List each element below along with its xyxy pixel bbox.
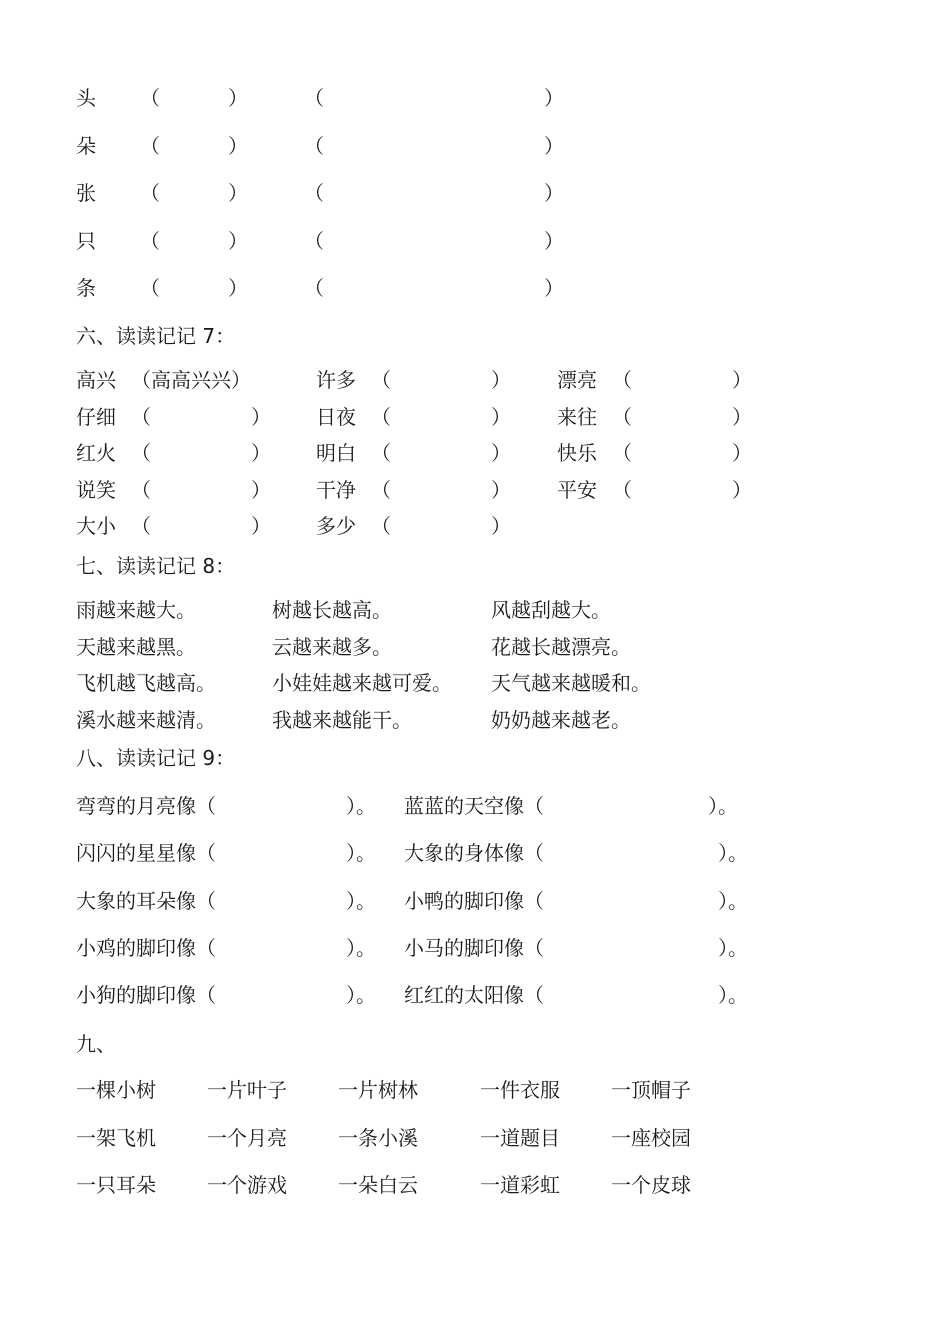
section-6-open: （ (371, 441, 391, 465)
blank-close-paren: ） (544, 228, 564, 253)
section-6-close: ） (732, 368, 752, 392)
section-8-close: ）。 (346, 794, 376, 818)
blank-close-paren: ） (228, 133, 248, 158)
section-6-word: 来往 (557, 404, 597, 429)
section-6-close: ） (732, 441, 752, 465)
measure-word-char: 朵 (76, 133, 96, 158)
section-9-phrase: 一片树林 (338, 1078, 418, 1102)
section-8-prompt: 小鸡的脚印像（ (76, 935, 216, 960)
measure-word-char: 只 (76, 228, 96, 253)
section-7-title: 七、读读记记 8： (76, 554, 236, 578)
section-7-sentence: 天越来越黑。 (76, 634, 196, 659)
section-6-close: ） (251, 441, 271, 465)
section-9-phrase: 一朵白云 (338, 1173, 418, 1197)
section-7-sentence: 飞机越飞越高。 (76, 671, 216, 695)
section-6-word: 红火 (76, 441, 116, 465)
section-7-sentence: 天气越来越暖和。 (491, 671, 651, 695)
section-8-prompt: 小马的脚印像（ (404, 935, 544, 960)
section-6-open: （ (131, 514, 151, 538)
section-6-word: 快乐 (557, 441, 597, 465)
section-6-close: ） (491, 441, 511, 465)
blank-close-paren: ） (544, 133, 564, 158)
section-7-sentence: 小娃娃越来越可爱。 (272, 671, 452, 695)
blank-open-paren: （ (304, 86, 324, 110)
section-8-title: 八、读读记记 9： (76, 746, 236, 770)
section-8-close: ）。 (718, 983, 748, 1008)
measure-word-char: 头 (76, 86, 96, 110)
section-6-close: ） (251, 514, 271, 538)
section-7-sentence: 雨越来越大。 (76, 598, 196, 622)
section-9-phrase: 一件衣服 (480, 1078, 560, 1102)
section-8-close: ）。 (346, 888, 376, 913)
section-9-phrase: 一条小溪 (338, 1125, 418, 1150)
blank-close-paren: ） (544, 86, 564, 110)
section-7-sentence: 树越长越高。 (272, 598, 392, 622)
section-8-prompt: 小狗的脚印像（ (76, 983, 216, 1008)
section-6-close: ） (491, 514, 511, 538)
section-6-close: ） (732, 477, 752, 502)
section-9-phrase: 一顶帽子 (611, 1078, 691, 1102)
section-8-close: ）。 (346, 841, 376, 866)
blank-close-paren: ） (544, 181, 564, 205)
section-6-word: 说笑 (76, 477, 116, 502)
section-7-sentence: 溪水越来越清。 (76, 707, 216, 732)
section-9-phrase: 一个游戏 (207, 1173, 287, 1197)
section-6-close: ） (491, 404, 511, 429)
blank-open-paren: （ (304, 228, 324, 253)
section-6-open: （ (371, 404, 391, 429)
section-8-close: ）。 (718, 935, 748, 960)
section-8-prompt: 大象的身体像（ (404, 841, 544, 866)
section-6-close: ） (251, 404, 271, 429)
section-8-close: ）。 (708, 794, 738, 818)
blank-close-paren: ） (228, 86, 248, 110)
blank-open-paren: （ (304, 276, 324, 300)
section-7-sentence: 云越来越多。 (272, 634, 392, 659)
section-9-phrase: 一只耳朵 (76, 1173, 156, 1197)
blank-open-paren: （ (304, 133, 324, 158)
section-6-word: 许多 (316, 368, 356, 392)
section-9-phrase: 一架飞机 (76, 1125, 156, 1150)
section-6-open: （ (612, 368, 632, 392)
section-6-word: 日夜 (316, 404, 356, 429)
section-6-word: 平安 (557, 477, 597, 502)
blank-open-paren: （ (140, 86, 160, 110)
section-6-word: 明白 (316, 441, 356, 465)
section-6-word: 仔细 (76, 404, 116, 429)
section-9-phrase: 一道彩虹 (480, 1173, 560, 1197)
section-8-prompt: 闪闪的星星像（ (76, 841, 216, 866)
section-6-word: 高兴 (76, 368, 116, 392)
section-8-close: ）。 (718, 841, 748, 866)
section-6-open: （ (131, 404, 151, 429)
section-6-open: （ (371, 477, 391, 502)
section-8-prompt: 小鸭的脚印像（ (404, 888, 544, 913)
section-8-close: ）。 (718, 888, 748, 913)
section-6-open: （ (612, 477, 632, 502)
section-6-open: （ (371, 514, 391, 538)
blank-close-paren: ） (228, 276, 248, 300)
blank-open-paren: （ (140, 228, 160, 253)
blank-open-paren: （ (140, 276, 160, 300)
section-9-phrase: 一片叶子 (207, 1078, 287, 1102)
section-8-prompt: 大象的耳朵像（ (76, 888, 216, 913)
section-6-open: （ (371, 368, 391, 392)
section-6-close: ） (732, 404, 752, 429)
section-6-close: ） (251, 477, 271, 502)
blank-open-paren: （ (304, 181, 324, 205)
section-6-word: 多少 (316, 514, 356, 538)
blank-close-paren: ） (228, 181, 248, 205)
measure-word-char: 张 (76, 181, 96, 205)
blank-open-paren: （ (140, 133, 160, 158)
section-8-close: ）。 (346, 983, 376, 1008)
section-6-title: 六、读读记记 7： (76, 324, 236, 348)
section-6-open: （ (612, 441, 632, 465)
section-6-word: 干净 (316, 477, 356, 502)
section-7-sentence: 风越刮越大。 (491, 598, 611, 622)
section-7-sentence: 奶奶越来越老。 (491, 707, 631, 732)
section-6-close: ） (491, 477, 511, 502)
section-9-phrase: 一个月亮 (207, 1125, 287, 1150)
section-6-open: （ (131, 477, 151, 502)
measure-word-char: 条 (76, 276, 96, 300)
section-8-prompt: 红红的太阳像（ (404, 983, 544, 1008)
section-7-sentence: 花越长越漂亮。 (491, 634, 631, 659)
section-8-prompt: 弯弯的月亮像（ (76, 794, 216, 818)
blank-close-paren: ） (544, 276, 564, 300)
section-6-open: （ (131, 441, 151, 465)
section-8-close: ）。 (346, 935, 376, 960)
section-6-open: （高高兴兴） (131, 368, 251, 392)
section-9-phrase: 一个皮球 (611, 1173, 691, 1197)
section-9-title: 九、 (76, 1032, 116, 1056)
section-9-phrase: 一道题目 (480, 1125, 560, 1150)
section-6-open: （ (612, 404, 632, 429)
section-6-word: 大小 (76, 514, 116, 538)
section-8-prompt: 蓝蓝的天空像（ (404, 794, 544, 818)
section-6-close: ） (491, 368, 511, 392)
blank-close-paren: ） (228, 228, 248, 253)
blank-open-paren: （ (140, 181, 160, 205)
section-9-phrase: 一棵小树 (76, 1078, 156, 1102)
section-7-sentence: 我越来越能干。 (272, 707, 412, 732)
section-9-phrase: 一座校园 (611, 1125, 691, 1150)
section-6-word: 漂亮 (557, 368, 597, 392)
